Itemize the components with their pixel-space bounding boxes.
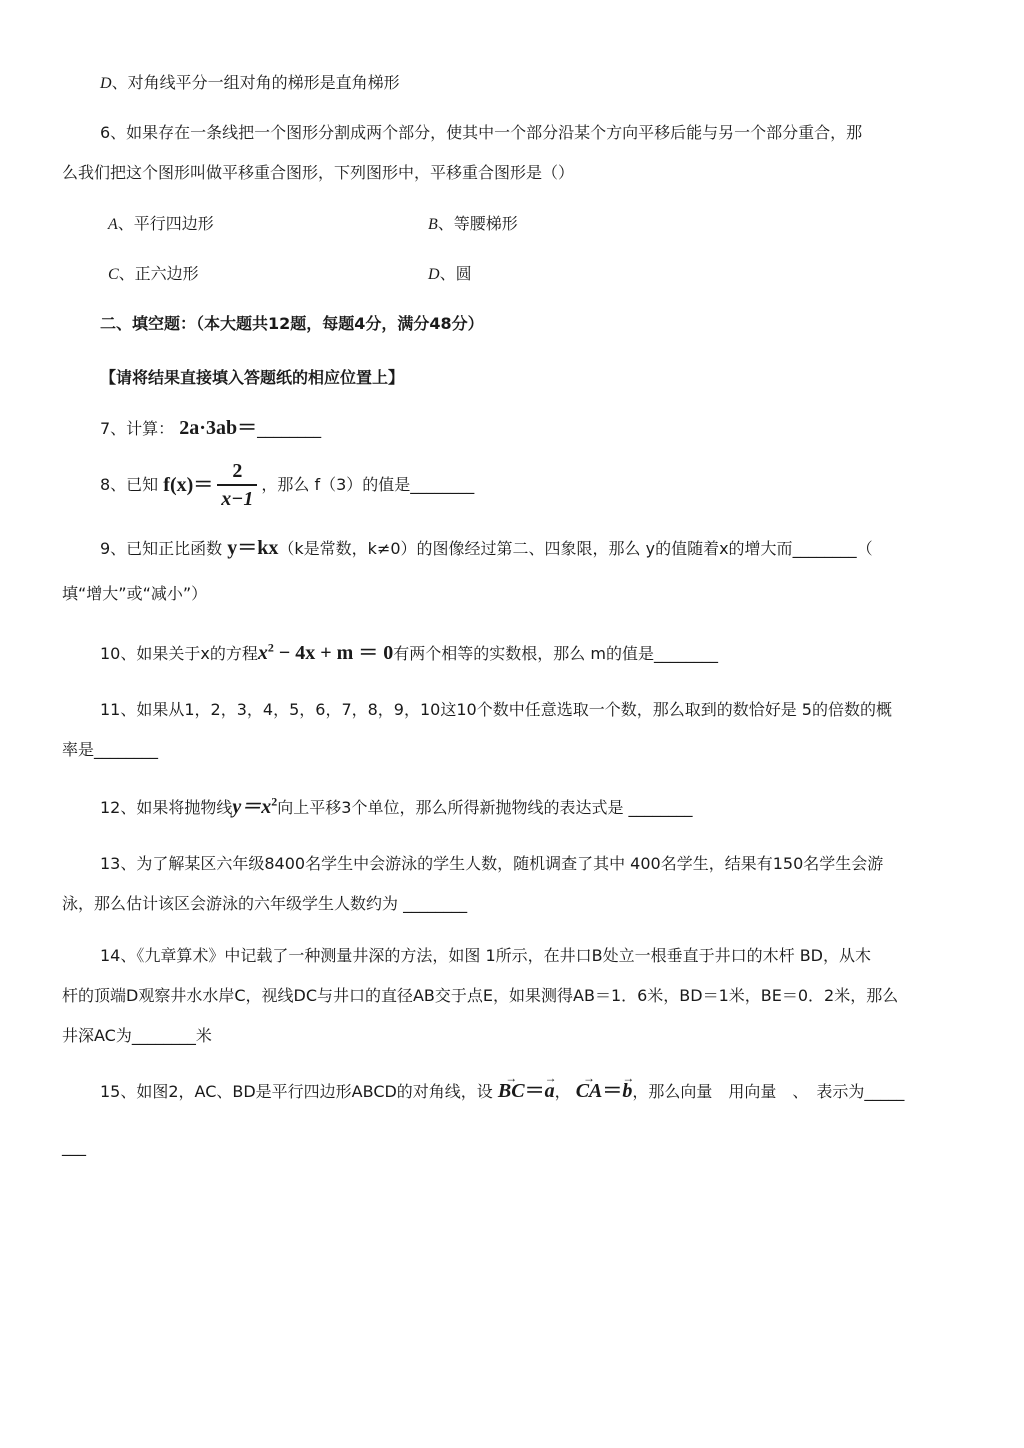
question-14-line2: 杆的顶端D观察井水水岸C，视线DC与井口的直径AB交于点E，如果测得AB＝1．6米，BD＝1米，BE＝0．2米，那么 [62,986,899,1005]
math-expression: y＝kx [227,537,279,559]
question-8 [100,458,474,512]
question-13-line1: 13、为了解某区六年级8400名学生中会游泳的学生人数，随机调查了其中 400名学生，结果有150名学生会游 [100,854,884,873]
q6-option-d [428,263,472,286]
equals-sign: ＝ [524,1080,545,1102]
question-13-line2 [62,893,467,915]
question-10 [100,642,718,665]
question-11-line1: 11、如果从1，2，3，4，5，6，7，8，9，10这10个数中任意选取一个数，那么取到的数恰好是 5的倍数的概 [100,700,892,719]
math-expression-base: y＝x [232,796,272,818]
answer-blank: ________ [131,1026,196,1045]
question-prefix: 15、如图2，AC、BD是平行四边形ABCD的对角线，设 [100,1082,493,1101]
question-14-line3 [62,1025,212,1047]
answer-blank: ________ [653,644,718,663]
equals-sign: ＝ [602,1080,623,1102]
vector-ca: → CA [576,1080,603,1102]
vector-b: → b [622,1080,632,1102]
math-expression [232,796,277,818]
vector-a: → a [545,1080,555,1102]
answer-blank: _____ [864,1082,905,1101]
question-prefix: 7、计算： [100,419,175,438]
question-9-line1 [100,537,873,560]
math-expression: f(x)＝ [163,474,214,496]
question-tail: （ [856,539,873,558]
math-variable: x [257,642,268,664]
question-suffix: 有两个相等的实数根，那么 m的值是 [393,644,654,663]
section-title: 二、填空题：（本大题共12题，每题4分，满分48分） [100,314,484,333]
vector-bc: → BC [498,1080,525,1102]
question-text: 泳，那么估计该区会游泳的六年级学生人数约为 [62,894,404,913]
option-text: 、圆 [439,264,472,283]
q6-line2: 么我们把这个图形叫做平移重合图形，下列图形中，平移重合图形是（） [62,163,575,182]
math-expression [258,642,393,664]
question-text: （k是常数，k≠0）的图像经过第二、四象限，那么 y的值随着x的增大而 [278,539,793,558]
question-9-line2: 填“增大”或“减小”） [62,584,208,603]
math-exponent: 2 [267,640,274,655]
question-11-line2 [62,739,158,761]
q6-option-c [108,263,199,286]
answer-blank: ________ [792,539,857,558]
question-text: 率是 [62,740,95,759]
answer-blank: ________ [94,740,159,759]
math-rest: − 4x + m ＝ 0 [273,642,394,664]
fraction-numerator: 2 [232,460,243,482]
math-expression: 2a·3ab＝ [179,417,258,439]
answer-blank: ________ [410,475,475,494]
math-exponent: 2 [271,794,278,809]
option-text: 、等腰梯形 [437,214,518,233]
vector-equation-1 [498,1080,555,1102]
q6-option-a [108,213,214,236]
option-label: D [100,75,112,92]
answer-blank: ________ [628,798,693,817]
fraction-denominator: x−1 [217,484,257,512]
question-15-blank-continued: ___ [62,1137,86,1156]
option-text: 、平行四边形 [117,214,214,233]
q6-option-b [428,213,518,236]
question-7 [100,417,321,440]
question-15 [100,1080,904,1103]
question-prefix: 12、如果将抛物线 [100,798,233,817]
question-12 [100,796,693,819]
question-prefix: 9、已知正比函数 [100,539,223,558]
question-prefix: 10、如果关于x的方程 [100,644,258,663]
option-text: 、对角线平分一组对角的梯形是直角梯形 [111,73,400,92]
question-suffix: 向上平移3个单位，那么所得新抛物线的表达式是 [277,798,629,817]
option-label: C [108,266,119,283]
question-suffix: ，那么向量 用向量 、 表示为 [632,1082,865,1101]
fraction [217,458,257,512]
separator: ， [554,1082,571,1101]
q5-option-d [100,72,400,95]
answer-blank: ________ [403,894,468,913]
answer-blank: ________ [257,419,322,438]
vector-equation-2 [576,1080,633,1102]
section-instruction: 【请将结果直接填入答题纸的相应位置上】 [100,368,405,387]
q6-line1: 6、如果存在一条线把一个图形分割成两个部分，使其中一个部分沿某个方向平移后能与另一个部分重合，那 [100,123,863,142]
question-14-line1: 14、《九章算术》中记载了一种测量井深的方法，如图 1所示，在井口B处立一根垂直于井口的木杆 BD，从木 [100,946,871,965]
option-label: A [108,216,118,233]
option-text: 、正六边形 [118,264,199,283]
option-label: B [428,216,438,233]
question-prefix: 8、已知 [100,475,159,494]
question-suffix: ，那么 f（3）的值是 [261,475,411,494]
question-text: 井深AC为 [62,1026,132,1045]
unit-text: 米 [195,1026,212,1045]
option-label: D [428,266,440,283]
